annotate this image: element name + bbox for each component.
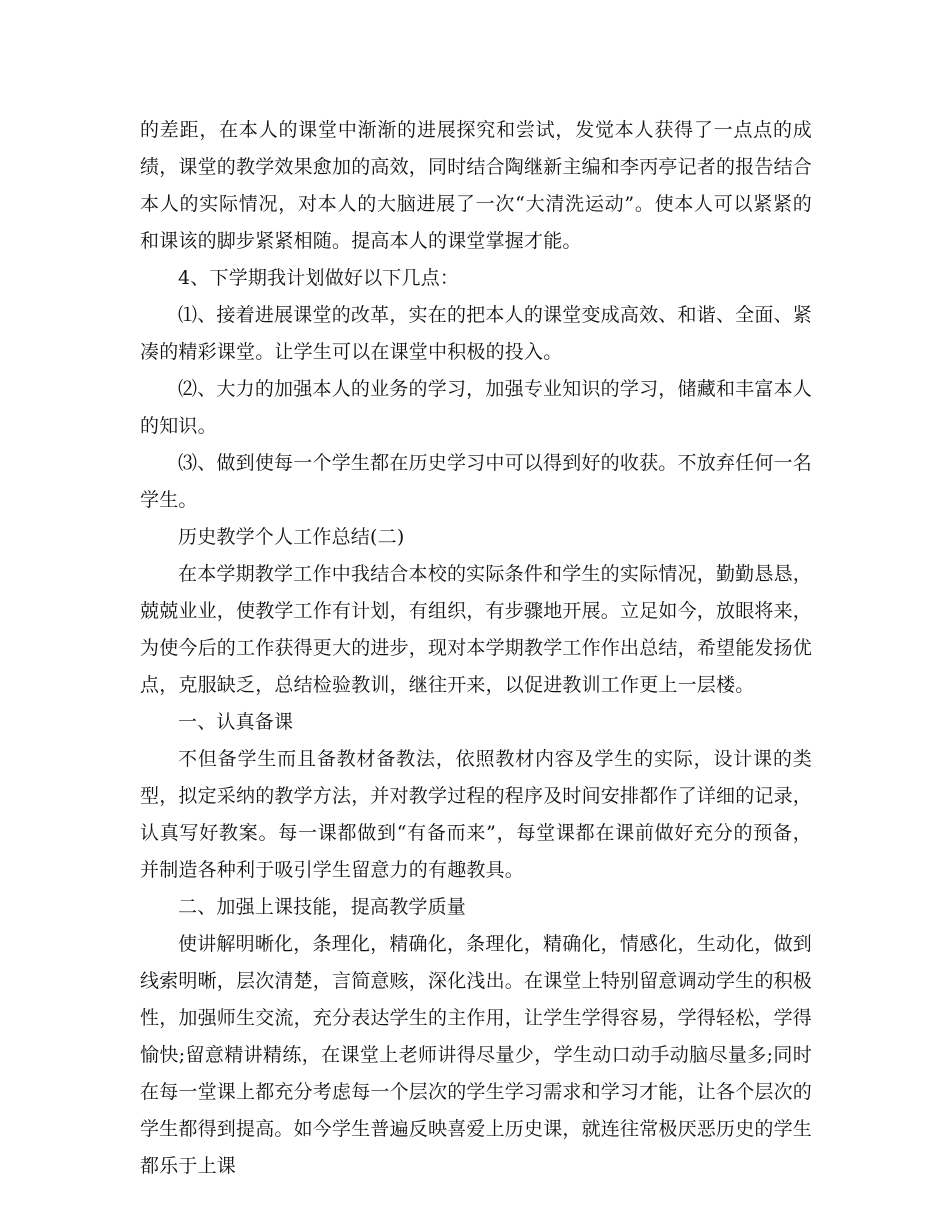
paragraph-plan-item-3: ⑶、做到使每一个学生都在历史学习中可以得到好的收获。不放弃任何一名学生。 bbox=[140, 452, 812, 511]
paragraph-continuation: 的差距，在本人的课堂中渐渐的进展探究和尝试，发觉本人获得了一点点的成绩，课堂的教学效果愈加的高效，同时结合陶继新主编和李丙亭记者的报告结合本人的实际情况，对本人的大脑进展了一次“大清洗运动”。使本人可以紧紧的和课该的脚步紧紧相随。提高本人的课堂掌握才能。 bbox=[140, 119, 813, 252]
paragraph-plan-item-1: ⑴、接着进展课堂的改革，实在的把本人的课堂变成高效、和谐、全面、紧凑的精彩课堂。让学生可以在课堂中积极的投入。 bbox=[140, 304, 812, 363]
paragraph-lesson-prep: 不但备学生而且备教材备教法，依照教材内容及学生的实际，设计课的类型，拟定采纳的教学方法，并对教学过程的程序及时间安排都作了详细的记录，认真写好教案。每一课都做到“有备而来”，每堂课都在课前做好充分的预备，并制造各种利于吸引学生留意力的有趣教具。 bbox=[140, 748, 813, 881]
paragraph-teaching-skills: 使讲解明晰化，条理化，精确化，条理化，精确化，情感化，生动化，做到线索明晰，层次清楚，言简意赅，深化浅出。在课堂上特别留意调动学生的积极性，加强师生交流，充分表达学生的主作用，让学生学得容易，学得轻松，学得愉快;留意精讲精练，在课堂上老师讲得尽量少，学生动口动手动脑尽量多;同时在每一堂课上都充分考虑每一个层次的学生学习需求和学习才能，让各个层次的学生都得到提高。如今学生普遍反映喜爱上历史课，就连往常极厌恶历史的学生都乐于上课 bbox=[140, 933, 813, 1177]
paragraph-plan-item-2: ⑵、大力的加强本人的业务的学习，加强专业知识的学习，储藏和丰富本人的知识。 bbox=[140, 378, 812, 437]
paragraph-summary-intro: 在本学期教学工作中我结合本校的实际条件和学生的实际情况，勤勤恳恳，兢兢业业，使教学工作有计划，有组织，有步骤地开展。立足如今，放眼将来，为使今后的工作获得更大的进步，现对本学期教学工作作出总结，希望能发扬优点，克服缺乏，总结检验教训，继往开来，以促进教训工作更上一层楼。 bbox=[140, 563, 813, 696]
paragraph-plan-intro: 4、下学期我计划做好以下几点： bbox=[178, 267, 460, 289]
section-heading-1: 一、认真备课 bbox=[178, 711, 294, 733]
section-title: 历史教学个人工作总结(二) bbox=[178, 526, 405, 548]
section-heading-2: 二、加强上课技能，提高教学质量 bbox=[178, 896, 467, 918]
document-body bbox=[140, 112, 812, 1185]
